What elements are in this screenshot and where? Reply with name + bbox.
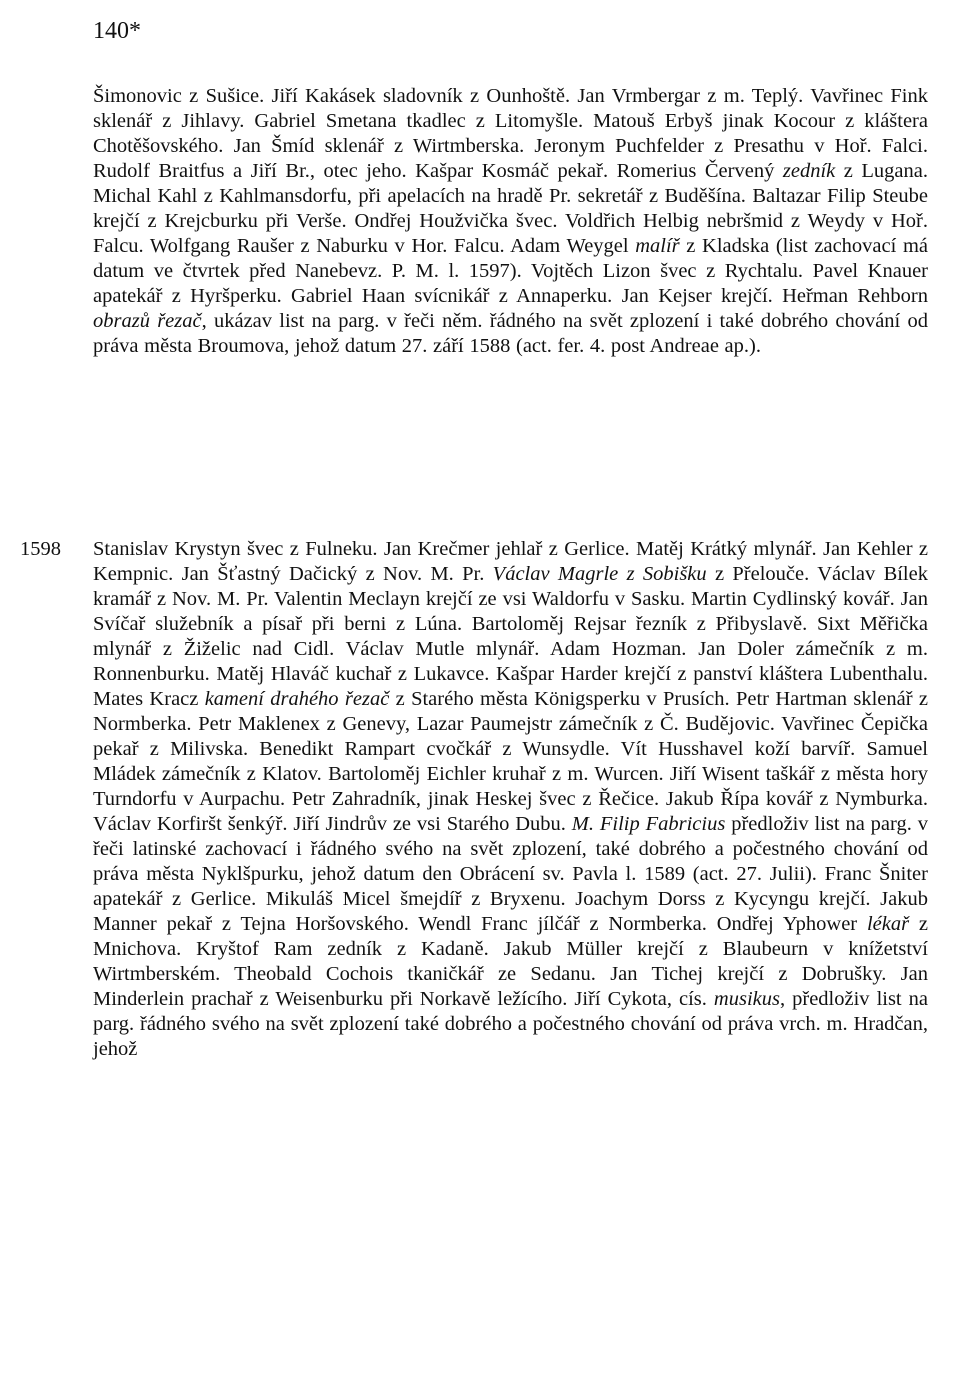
text-segment-italic: zedník xyxy=(782,160,836,182)
paragraph-2 xyxy=(93,537,928,1062)
text-segment: Šimonovic z Sušice. Jiří Kakásek sladovník z Ounhoště. Jan Vrmbergar z m. Teplý. Vavřinec Fink sklenář z Jihlavy. Gabriel Smetana tkadlec z Litomyšle. Matouš Erbyš jinak Kocour z kláštera Chotěšovského. Jan Šmíd sklenář z Wirtmberska. Jeronym Puchfelder z Presathu v Hoř. Falci. Rudolf Braitfus a Jiří Br., otec jeho. Kašpar Kosmáč pekař. Romerius Červený xyxy=(93,85,928,182)
text-segment: z Starého města Königsperku v Prusích. Petr Hartman sklenář z Normberka. Petr Maklenex z Genevy, Lazar Paumejstr zámečník z Č. Budějovic. Vavřinec Čepička pekař z Milivska. Benedikt Rampart cvočkář z Wunsydle. Vít Husshavel koží barvíř. Samuel Mládek zámečník z Klatov. Bartoloměj Eichler kruhař z m. Wurcen. Jiří Wisent taškář z města hory Turndorfu v Aurpachu. Petr Zahradník, jinak Heskej švec z Řečice. Jakub Řípa kovář z Nymburka. Václav Korfiršt šenkýř. Jiří Jindrův ze vsi Starého Dubu. xyxy=(93,688,929,835)
text-segment-italic: obrazů řezač xyxy=(93,310,202,332)
text-segment-italic: malíř xyxy=(635,235,680,257)
text-segment: z Kladska (list zachovací má datum ve čtvrtek před Nanebevz. P. M. l. 1597). Vojtěch Lizon švec z Rychtalu. Pavel Knauer apatekář z Hyršperku. Gabriel Haan svícnikář z Annaperku. Jan Kejser krejčí. Heřman Rehborn xyxy=(93,235,928,307)
text-segment: , předloživ list na parg. řádného svého na svět zplození také dobrého a počestného chování od práva vrch. m. Hradčan, jehož xyxy=(93,988,928,1060)
page-number: 140* xyxy=(93,18,141,44)
text-segment: z Mnichova. Kryštof Ram zedník z Kadaně. Jakub Müller krejčí z Blaubeurn v knížetství Wirtmberském. Theobald Cochois tkaničkář ze Sedanu. Jan Tichej krejčí z Dobrušky. Jan Minderlein prachař z Weisenburku při Norkavě ležícího. Jiří Cykota, cís. xyxy=(93,913,928,1010)
paragraph-1 xyxy=(93,84,928,359)
text-segment: z Lugana. Michal Kahl z Kahlmansdorfu, při apelacích na hradě Pr. sekretář z Buděšína. Baltazar Filip Steube krejčí z Krejcburku při Verše. Ondřej Houžvička švec. Voldřich Helbig nebršmid z Weydy v Hoř. Falcu. Wolfgang Raušer z Naburku v Hor. Falcu. Adam Weygel xyxy=(93,160,929,257)
text-segment-italic: lékař xyxy=(866,913,910,935)
text-segment: Stanislav Krystyn švec z Fulneku. Jan Krečmer jehlař z Gerlice. Matěj Krátký mlynář. Jan Kehler z Kempnic. Jan Šťastný Dačický z Nov. M. Pr. xyxy=(93,538,928,585)
text-segment-italic: Václav Magrle z Sobišku xyxy=(492,563,707,585)
year-margin-note: 1598 xyxy=(20,538,61,560)
text-segment-italic: M. Filip Fabricius xyxy=(571,813,726,835)
text-segment: , ukázav list na parg. v řeči něm. řádného na svět zplození i také dobrého chování od práva města Broumova, jehož datum 27. září 1588 (act. fer. 4. post Andreae ap.). xyxy=(93,310,928,357)
text-segment-italic: musikus xyxy=(713,988,780,1010)
text-segment-italic: kamení drahého řezač xyxy=(204,688,390,710)
text-segment: předloživ list na parg. v řeči latinské zachovací i řádného svého na svět zplození, také dobrého a počestného chování od práva města Nyklšpurku, jehož datum den Obrácení sv. Pavla l. 1589 (act. 27. Julii). Franc Šniter apatekář z Gerlice. Mikuláš Micel šmejdíř z Bryxenu. Joachym Dorss z Kycyngu krejčí. Jakub Manner pekař z Tejna Horšovského. Wendl Franc jílčář z Normberka. Ondřej Yphower xyxy=(93,813,928,935)
text-segment: z Přelouče. Václav Bílek kramář z Nov. M. Pr. Valentin Meclayn krejčí ze vsi Waldorfu v Sasku. Martin Cydlinský kovář. Jan Svíčař služebník a písař při berni z Lúna. Bartoloměj Rejsar řezník z Přibyslavě. Sixt Měřička mlynář z Žiželic nad Cidl. Václav Mutle mlynář. Adam Hozman. Jan Doler zámečník z m. Ronnenburku. Matěj Hlaváč kuchař z Lukavce. Kašpar Harder krejčí z panství kláštera Lubenthalu. Mates Kracz xyxy=(93,563,928,710)
